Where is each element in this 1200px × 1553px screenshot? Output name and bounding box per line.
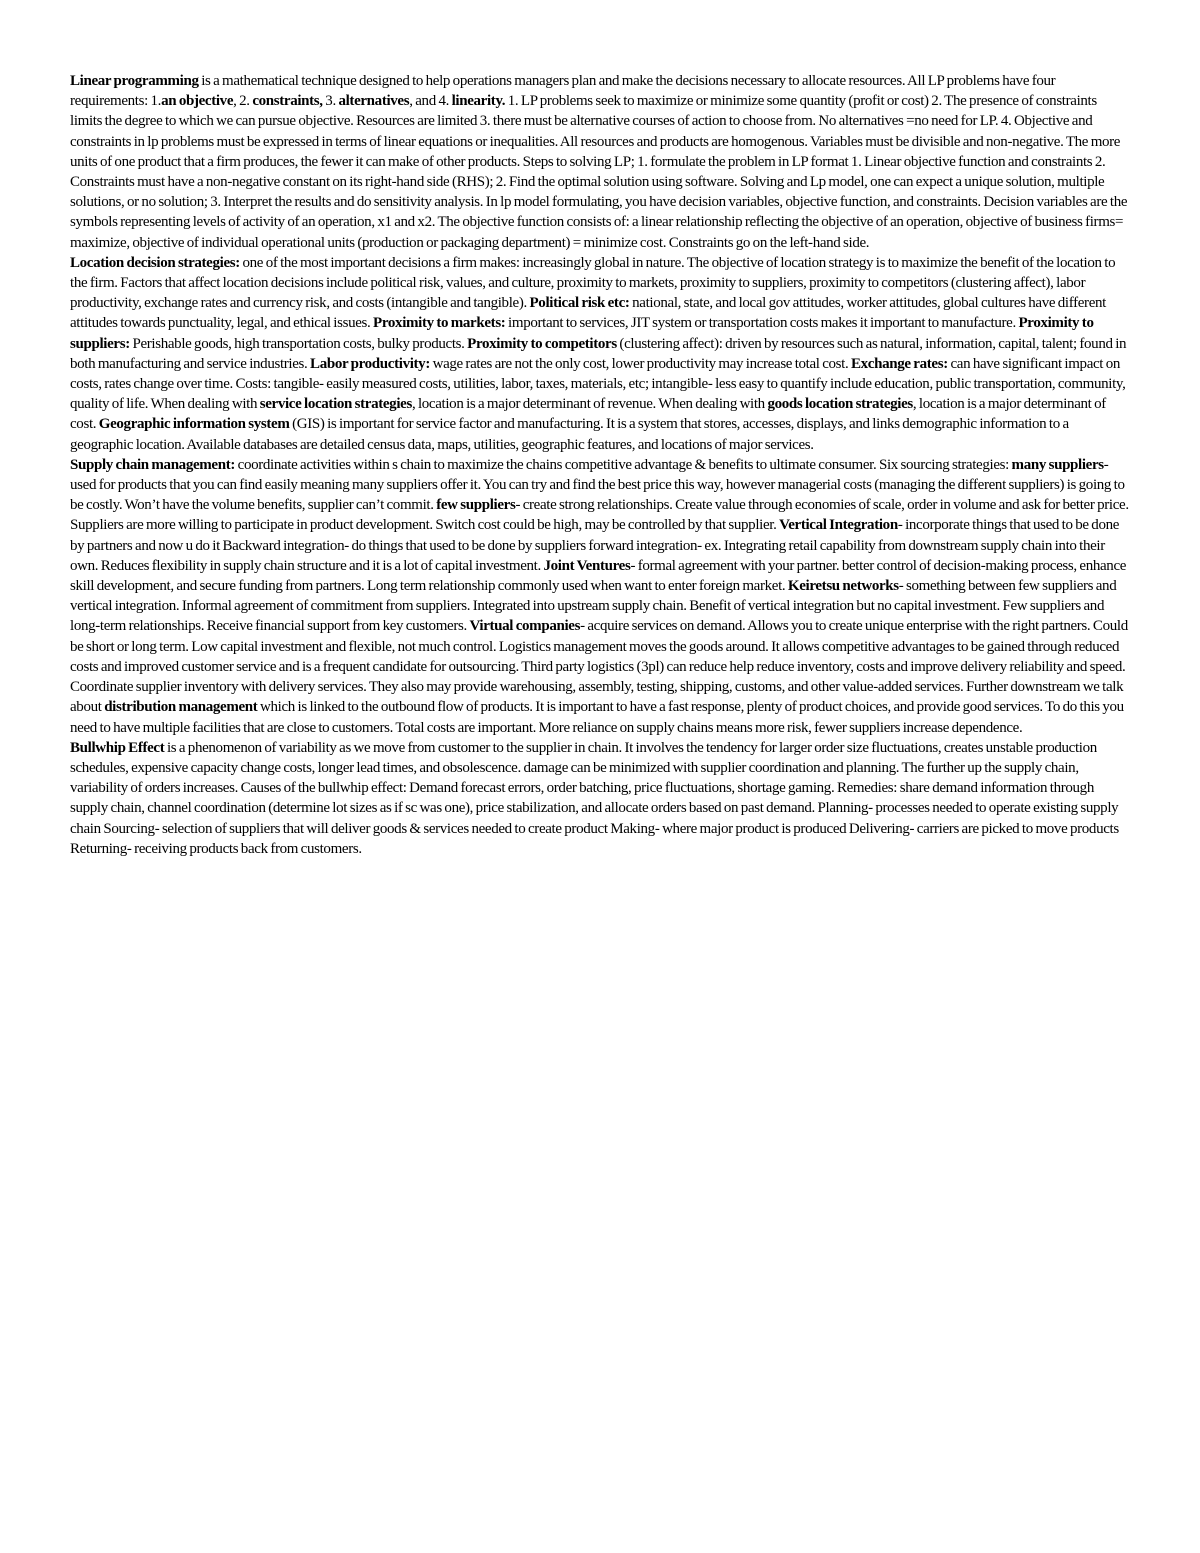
body-text: , location is a major determinant of cost.: [70, 396, 1106, 433]
body-text: 3.: [325, 93, 339, 110]
body-text: - create strong relationships. Create value through economies of scale, order in volume and ask for better price. Suppliers are more willing to participate in product development. Switch cost could be high, may be controlled by that supplier.: [70, 497, 1129, 534]
body-text: one of the most important decisions a firm makes: increasingly global in nature. The objective of location strategy is to maximize the benefit of the location to the firm. Factors that affect location decisions include political risk, values, and culture, proximity to markets, proximity to suppliers, proximity to competitors (clustering affect), labor productivity, exchange rates and currency risk, and costs (intangible and tangible).: [70, 254, 1116, 312]
bold-term: Proximity to competitors: [467, 335, 617, 352]
paragraph-location-decision-strategies: [70, 253, 1130, 455]
bold-term: constraints,: [252, 93, 326, 110]
body-text: which is linked to the outbound flow of products. It is important to have a fast response, plenty of product choices, and provide good services. To do this you need to have multiple facilities that are close to customers. Total costs are important. More reliance on supply chains means more risk, fewer suppliers increase dependence.: [70, 699, 1124, 736]
body-text: is a mathematical technique designed to help operations managers plan and make the decisions necessary to allocate resources. All LP problems have four requirements: 1.: [70, 73, 1056, 110]
bold-term: Linear programming: [70, 73, 199, 89]
body-text: can have significant impact on costs, rates change over time. Costs: tangible- easily measured costs, utilities, labor, taxes, materials, etc; intangible- less easy to quantify include education, public transportation, community, quality of life. When dealing with: [70, 355, 1126, 413]
body-text: coordinate activities within s chain to maximize the chains competitive advantage & benefits to ultimate consumer. Six sourcing strategies:: [235, 456, 1012, 473]
body-text: Perishable goods, high transportation costs, bulky products.: [129, 335, 468, 352]
bold-term: Proximity to markets:: [373, 315, 506, 332]
body-text: (clustering affect): driven by resources such as natural, information, capital, talent; found in both manufacturing and service industries.: [70, 335, 1127, 372]
bold-term: Joint Ventures: [543, 557, 631, 574]
paragraph-bullwhip-effect: [70, 738, 1130, 859]
body-text: - something between few suppliers and vertical integration. Informal agreement of commitment from suppliers. Integrated into upstream supply chain. Benefit of vertical integration but no capital investment. Few suppliers and long-term relationships. Receive financial support from key customers.: [70, 578, 1117, 635]
bold-term: goods location strategies: [767, 396, 913, 413]
body-text: national, state, and local gov attitudes, worker attitudes, global cultures have different attitudes towards punctuality, legal, and ethical issues.: [70, 295, 1106, 332]
bold-term: Vertical Integration: [779, 517, 898, 534]
bold-term: an objective: [161, 93, 234, 110]
body-text: - acquire services on demand. Allows you to create unique enterprise with the right partners. Could be short or long term. Low capital investment and flexible, not much control. Logistics management moves the goods around. It allows competitive advantages to be gained through reduced costs and improved customer service and is a frequent candidate for outsourcing. Third party logistics (3pl) can reduce help reduce inventory, costs and improve delivery reliability and speed. Coordinate supplier inventory with delivery services. They also may provide warehousing, assembly, testing, shipping, customs, and other value-added services. Further downstream we talk about: [70, 618, 1128, 716]
body-text: - incorporate things that used to be done by partners and now u do it Backward integration- do things that used to be done by suppliers forward integration- ex. Integrating retail capability from downstream supply chain into their own. Reduces flexibility in supply chain structure and it is a lot of capital investment.: [70, 517, 1120, 574]
paragraph-supply-chain-management: [70, 455, 1130, 738]
bold-term: Keiretsu networks: [787, 578, 899, 595]
bold-term: Bullwhip Effect: [70, 739, 165, 756]
bold-term: Supply chain management:: [70, 456, 236, 473]
body-text: , 2.: [233, 93, 253, 110]
bold-term: service location strategies: [259, 396, 412, 413]
paragraph-linear-programming: [70, 71, 1130, 253]
bold-term: many suppliers: [1011, 456, 1104, 473]
body-text: is a phenomenon of variability as we move from customer to the supplier in chain. It involves the tendency for larger order size fluctuations, creates unstable production schedules, expensive capacity change costs, longer lead times, and obsolescence. damage can be minimized with supplier coordination and planning. The further up the supply chain, variability of orders increases. Causes of the bullwhip effect: Demand forecast errors, order batching, price fluctuations, shortage gaming. Remedies: share demand information through supply chain, channel coordination (determine lot sizes as if sc was one), price stabilization, and allocate orders based on past demand. Planning- processes needed to operate existing supply chain Sourcing- selection of suppliers that will deliver goods & services needed to create product Making- where major product is produced Delivering- carriers are picked to move products Returning- receiving products back from customers.: [70, 739, 1119, 857]
bold-term: few suppliers: [436, 497, 516, 514]
body-text: , location is a major determinant of revenue. When dealing with: [411, 396, 768, 413]
bold-term: Exchange rates:: [851, 355, 948, 372]
document-page: [70, 71, 1130, 859]
body-text: important to services, JIT system or transportation costs makes it important to manufacture.: [505, 315, 1019, 332]
bold-term: linearity.: [451, 93, 506, 110]
body-text: wage rates are not the only cost, lower productivity may increase total cost.: [429, 355, 851, 372]
bold-term: Political risk etc:: [529, 295, 630, 312]
body-text: - formal agreement with your partner. better control of decision-making process, enhance skill development, and secure funding from partners. Long term relationship commonly used when want to enter foreign market.: [70, 557, 1127, 595]
body-text: - used for products that you can find easily meaning many suppliers offer it. You can try and find the best price this way, however managerial costs (managing the different suppliers) is going to be costly. Won’t have the volume benefits, supplier can’t commit.: [70, 456, 1125, 514]
bold-term: alternatives: [338, 93, 410, 110]
bold-term: Geographic information system: [98, 416, 290, 433]
bold-term: Proximity to suppliers:: [70, 315, 1094, 352]
bold-term: Virtual companies: [469, 618, 581, 635]
bold-term: distribution management: [104, 699, 258, 716]
body-text: 1. LP problems seek to maximize or minimize some quantity (profit or cost) 2. The presence of constraints limits the degree to which we can pursue objective. Resources are limited 3. there must be alternative courses of action to choose from. No alternatives =no need for LP. 4. Objective and constraints in lp problems must be expressed in terms of linear equations or inequalities. All resources and products are homogenous. Variables must be divisible and non-negative. The more units of one product that a firm produces, the fewer it can make of other products. Steps to solving LP; 1. formulate the problem in LP format 1. Linear objective function and constraints 2. Constraints must have a non-negative constant on its right-hand side (RHS); 2. Find the optimal solution using software. Solving and Lp model, one can expect a unique solution, multiple solutions, or no solution; 3. Interpret the results and do sensitivity analysis. In lp model formulating, you have decision variables, objective function, and constraints. Decision variables are the symbols representing levels of activity of an operation, x1 and x2. The objective function consists of: a linear relationship reflecting the objective of an operation, objective of business firms= maximize, objective of individual operational units (production or packaging department) = minimize cost. Constraints go on the left-hand side.: [70, 93, 1128, 251]
bold-term: Location decision strategies:: [70, 254, 240, 271]
bold-term: Labor productivity:: [310, 355, 430, 372]
body-text: (GIS) is important for service factor and manufacturing. It is a system that stores, accesses, displays, and links demographic information to a geographic location. Available databases are detailed census data, maps, utilities, geographic features, and locations of major services.: [70, 416, 1069, 453]
body-text: , and 4.: [409, 93, 452, 110]
